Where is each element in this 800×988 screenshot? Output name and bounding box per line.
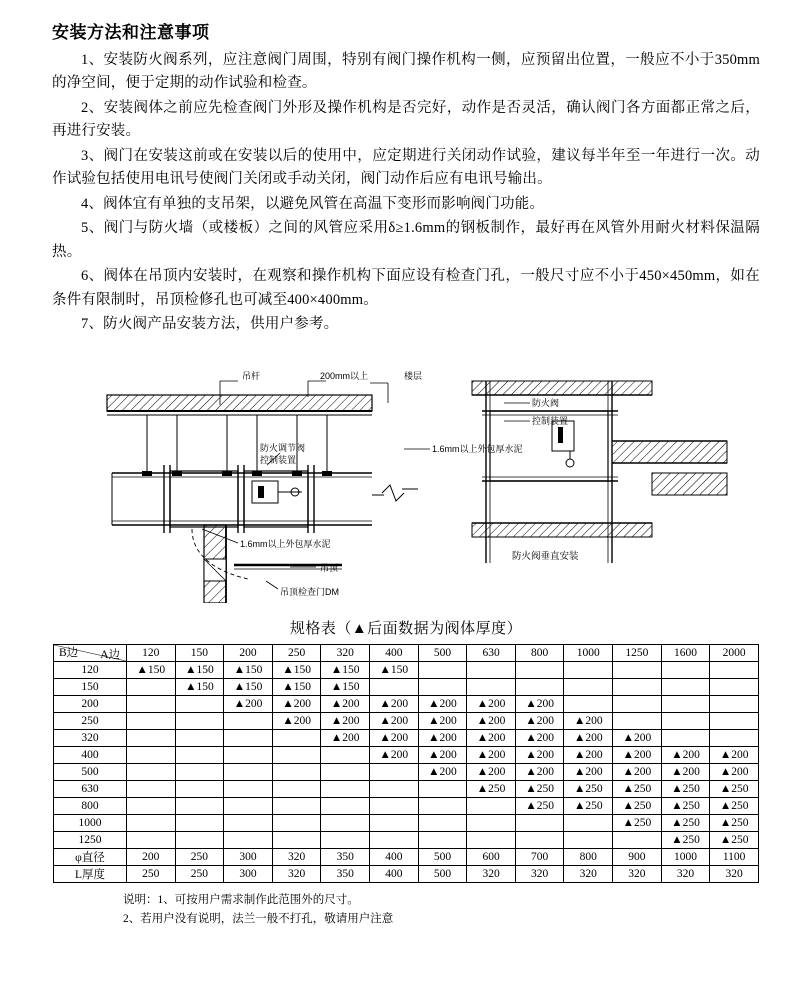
table-cell [564,678,613,695]
table-row [54,780,759,797]
table-cell [224,831,273,848]
table-cell [564,814,613,831]
row-header: φ直径 [54,848,127,865]
table-cell [321,780,370,797]
table-cell [564,661,613,678]
table-cell: 600 [467,848,516,865]
label-over-200: 200mm以上 [320,370,369,381]
label-vertical-install: 防火阀垂直安装 [512,550,579,562]
table-cell [127,814,176,831]
table-row [54,695,759,712]
table-corner-cell [54,644,127,661]
row-header: 400 [54,746,127,763]
table-cell [418,780,467,797]
table-cell [321,797,370,814]
label-fire-damper: 防火阀 [532,397,560,408]
table-cell: ▲200 [467,729,516,746]
table-cell: ▲200 [272,712,321,729]
table-cell [370,678,419,695]
row-header: 150 [54,678,127,695]
table-cell: 500 [418,865,467,882]
table-cell: 400 [370,848,419,865]
table-cell [613,712,662,729]
label-ceiling: 吊顶 [320,562,339,573]
table-cell [710,712,759,729]
table-cell: ▲250 [564,780,613,797]
row-header: 800 [54,797,127,814]
table-row [54,848,759,865]
table-cell [321,814,370,831]
table-cell: 250 [127,865,176,882]
table-cell [661,712,710,729]
table-cell: ▲250 [613,780,662,797]
table-cell [224,746,273,763]
label-wrap-cement-left: 1.6mm以上外包厚水泥 [240,538,331,549]
table-cell: 320 [564,865,613,882]
table-cell [175,780,224,797]
table-cell: ▲200 [613,729,662,746]
paragraph-7: 7、防火阀产品安装方法，供用户参考。 [81,316,339,333]
table-cell: 400 [370,865,419,882]
table-cell [370,763,419,780]
table-cell: ▲200 [418,763,467,780]
table-cell [370,780,419,797]
table-cell [175,831,224,848]
table-cell [127,729,176,746]
table-cell [175,729,224,746]
table-row [54,865,759,882]
table-cell [272,763,321,780]
table-cell [224,712,273,729]
table-cell [710,661,759,678]
table-cell: 300 [224,848,273,865]
table-cell: ▲200 [515,695,564,712]
table-cell: ▲200 [418,746,467,763]
table-cell: ▲200 [661,763,710,780]
table-cell: ▲200 [321,712,370,729]
table-cell: ▲200 [515,729,564,746]
note-line-1: 说明：1、可按用户需求制作此范围外的尺寸。 [123,893,359,906]
table-cell [613,695,662,712]
label-ceiling-inspection-door: 吊顶检查门DM [280,586,339,597]
table-cell: ▲250 [467,780,516,797]
table-cell [467,831,516,848]
table-cell: ▲200 [515,746,564,763]
table-cell [224,797,273,814]
table-cell: ▲150 [272,661,321,678]
table-cell [127,712,176,729]
table-cell: 320 [661,865,710,882]
table-cell: ▲250 [710,797,759,814]
table-cell [175,814,224,831]
table-cell [467,661,516,678]
table-cell: ▲200 [370,695,419,712]
table-cell [515,661,564,678]
table-cell: 250 [175,865,224,882]
col-header: 120 [127,644,176,661]
table-cell [661,678,710,695]
table-cell: ▲200 [370,712,419,729]
table-row [54,814,759,831]
col-header: 320 [321,644,370,661]
table-cell [224,763,273,780]
row-header: 1000 [54,814,127,831]
row-header: L厚度 [54,865,127,882]
label-valve-name-left: 防火调节阀 [260,442,306,453]
paragraph-6: 6、阀体在吊顶内安装时，在观察和操作机构下面应设有检查门孔，一般尺寸应不小于450×450mm，如在条件有限制时，吊顶检修孔也可减至400×400mm。 [52,268,760,308]
table-cell: 1100 [710,848,759,865]
label-control-device-left: 控制装置 [260,454,297,465]
col-header: 800 [515,644,564,661]
table-cell [175,797,224,814]
table-cell [224,814,273,831]
table-cell [661,729,710,746]
table-cell [175,763,224,780]
label-wrap-cement-right: 1.6mm以上外包厚水泥 [432,443,523,454]
table-notes [53,891,759,929]
col-header: 400 [370,644,419,661]
table-cell: 1000 [661,848,710,865]
table-cell [564,831,613,848]
table-cell: ▲250 [661,797,710,814]
corner-label-a: A边 [100,648,120,661]
table-cell: ▲200 [370,746,419,763]
table-cell [710,678,759,695]
table-cell [418,831,467,848]
table-cell [127,695,176,712]
row-header: 1250 [54,831,127,848]
paragraph-5: 5、阀门与防火墙（或楼板）之间的风管应采用δ≥1.6mm的钢板制作，最好再在风管外用耐火材料保温隔热。 [52,220,760,260]
table-cell: ▲200 [467,712,516,729]
table-cell: 320 [710,865,759,882]
table-cell: 320 [467,865,516,882]
table-row [54,797,759,814]
table-cell: ▲250 [613,797,662,814]
table-cell: ▲200 [515,712,564,729]
paragraph-4: 4、阀体宜有单独的支吊架，以避免风管在高温下变形而影响阀门功能。 [81,195,545,212]
table-cell: 320 [515,865,564,882]
table-header-row [54,644,759,661]
table-cell: ▲150 [272,678,321,695]
table-cell: 320 [272,865,321,882]
table-cell [272,814,321,831]
table-cell: ▲200 [515,763,564,780]
table-cell [370,831,419,848]
table-cell [467,678,516,695]
table-cell: ▲200 [467,763,516,780]
row-header: 120 [54,661,127,678]
table-cell: ▲200 [321,729,370,746]
table-cell [613,831,662,848]
table-cell [127,780,176,797]
table-cell [272,831,321,848]
table-cell: 800 [564,848,613,865]
col-header: 250 [272,644,321,661]
table-cell [321,746,370,763]
table-cell [272,729,321,746]
col-header: 1000 [564,644,613,661]
table-cell [321,763,370,780]
table-cell: ▲150 [321,661,370,678]
table-cell: 320 [272,848,321,865]
label-hanger-rod: 吊杆 [242,370,261,381]
spec-table-caption: 规格表（▲后面数据为阀体厚度） [289,620,523,637]
table-cell: ▲200 [467,746,516,763]
table-cell [175,712,224,729]
row-header: 200 [54,695,127,712]
table-cell [418,814,467,831]
table-cell [370,797,419,814]
table-cell: ▲200 [272,695,321,712]
table-cell: ▲250 [710,831,759,848]
table-cell: ▲200 [613,746,662,763]
table-cell [467,814,516,831]
table-cell: 700 [515,848,564,865]
table-cell: ▲200 [564,729,613,746]
table-cell: ▲250 [515,797,564,814]
table-cell: ▲200 [710,763,759,780]
table-cell: ▲200 [710,746,759,763]
table-row [54,831,759,848]
table-cell: ▲250 [661,831,710,848]
installation-diagram [52,353,762,603]
paragraph-2: 2、安装阀体之前应先检查阀门外形及操作机构是否完好，动作是否灵活，确认阀门各方面都正常之后，再进行安装。 [52,99,760,140]
table-cell: ▲200 [661,746,710,763]
table-cell: ▲150 [175,678,224,695]
col-header: 200 [224,644,273,661]
table-row [54,661,759,678]
table-cell: ▲250 [564,797,613,814]
page-title: 安装方法和注意事项 [52,23,210,42]
table-cell: ▲200 [418,729,467,746]
table-cell [418,678,467,695]
table-cell [127,763,176,780]
table-cell: ▲200 [418,712,467,729]
table-cell: ▲150 [224,661,273,678]
paragraph-1: 1、安装防火阀系列，应注意阀门周围，特别有阀门操作机构一侧，应预留出位置，一般应不小于350mm的净空间，便于定期的动作试验和检查。 [52,52,760,92]
table-cell: ▲250 [710,780,759,797]
table-cell: ▲150 [175,661,224,678]
table-cell: 200 [127,848,176,865]
table-cell [515,814,564,831]
row-header: 250 [54,712,127,729]
table-cell: ▲200 [321,695,370,712]
table-cell: ▲250 [710,814,759,831]
table-cell: ▲150 [370,661,419,678]
table-cell [370,814,419,831]
table-cell [661,695,710,712]
label-floor-layer: 楼层 [404,370,423,381]
col-header: 150 [175,644,224,661]
table-cell: ▲150 [321,678,370,695]
row-header: 500 [54,763,127,780]
table-row [54,678,759,695]
table-cell: ▲250 [613,814,662,831]
table-row [54,712,759,729]
table-cell: ▲150 [127,661,176,678]
table-cell [224,780,273,797]
row-header: 630 [54,780,127,797]
table-cell [613,661,662,678]
table-cell: ▲200 [418,695,467,712]
table-cell [127,746,176,763]
table-cell [175,695,224,712]
table-cell [710,729,759,746]
col-header: 2000 [710,644,759,661]
spec-table [53,644,759,883]
table-cell [272,746,321,763]
table-cell [418,661,467,678]
paragraph-3: 3、阀门在安装这前或在安装以后的使用中，应定期进行关闭动作试验，建议每半年至一年进行一次。动作试验包括使用电讯号使阀门关闭或手动关闭，阀门动作后应有电讯号输出。 [52,147,760,188]
table-row [54,763,759,780]
table-cell: ▲250 [515,780,564,797]
table-cell [175,746,224,763]
table-cell: 350 [321,848,370,865]
table-cell [127,678,176,695]
table-cell: 300 [224,865,273,882]
table-cell: ▲250 [661,814,710,831]
table-cell [127,831,176,848]
table-cell: ▲200 [613,763,662,780]
table-cell: 500 [418,848,467,865]
table-cell [467,797,516,814]
col-header: 630 [467,644,516,661]
table-cell [515,831,564,848]
table-cell: ▲200 [224,695,273,712]
table-cell: ▲200 [370,729,419,746]
table-cell [321,831,370,848]
note-line-2: 2、若用户没有说明，法兰一般不打孔，敬请用户注意 [123,912,394,925]
table-row [54,729,759,746]
table-cell: 250 [175,848,224,865]
table-cell: ▲250 [661,780,710,797]
table-cell [224,729,273,746]
corner-label-b: B边 [59,646,79,659]
table-cell [418,797,467,814]
col-header: 1600 [661,644,710,661]
table-cell: ▲200 [564,746,613,763]
label-control-device-right: 控制装置 [532,415,569,426]
col-header: 1250 [613,644,662,661]
table-cell [564,695,613,712]
table-cell: ▲200 [564,763,613,780]
table-cell: ▲200 [467,695,516,712]
table-cell: 320 [613,865,662,882]
table-cell: 350 [321,865,370,882]
table-cell [613,678,662,695]
table-row [54,746,759,763]
table-cell [272,780,321,797]
col-header: 500 [418,644,467,661]
table-cell [661,661,710,678]
table-cell [710,695,759,712]
table-cell: ▲200 [564,712,613,729]
table-cell [127,797,176,814]
table-cell [515,678,564,695]
row-header: 320 [54,729,127,746]
table-cell: ▲150 [224,678,273,695]
table-cell: 900 [613,848,662,865]
table-cell [272,797,321,814]
